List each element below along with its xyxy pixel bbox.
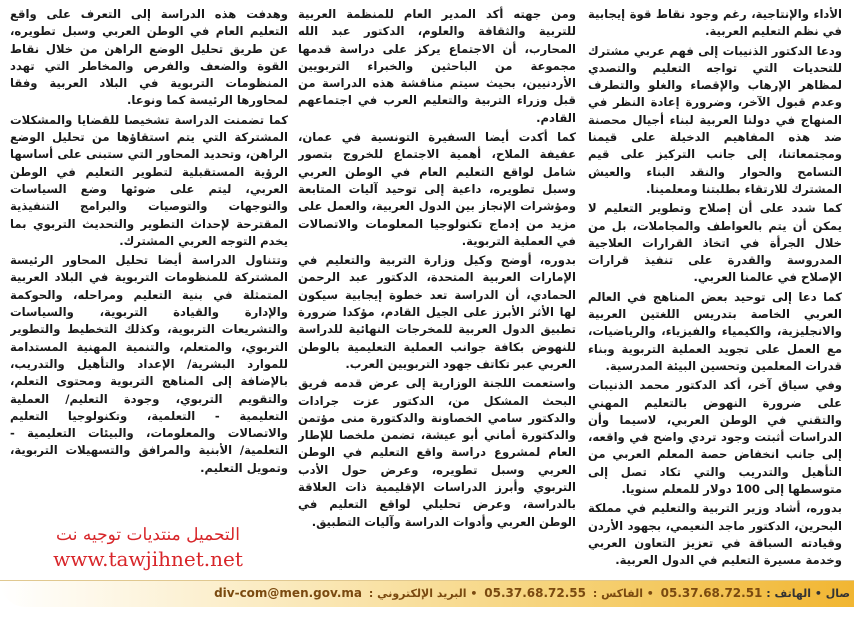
contact-footer xyxy=(0,580,854,619)
paragraph: بدوره، أشاد وزير التربية والتعليم في مملكة البحرين، الدكتور ماجد النعيمي، بجهود الأردن وقيادته السباقة في تعزيز التعاون العربي وخدمة مسيرة التعليم في الدول العربية. xyxy=(588,501,842,568)
paragraph: ومن جهته أكد المدير العام للمنظمة العربية للتربية والثقافة والعلوم، الدكتور عبد الله المحارب، أن الاجتماع يركز على دراسة قدمها مجموعة من الباحثين والخبراء التربويين الأردنيين، بحيث سيتم مناقشة هذه الدراسة من قبل وزراء التربية والتعليم العرب في اجتماعهم القادم. xyxy=(298,7,576,125)
watermark-url[interactable]: www.tawjihnet.net xyxy=(53,547,243,571)
paragraph: واستعمت اللجنة الوزارية إلى عرض قدمه فريق البحث المشكل من، الدكتور عزت جرادات والدكتور سامي الخصاونة والدكتورة منى مؤتمن والدكتورة أماني أبو عيشة، تضمن ملخصا للإطار العام لمشروع دراسة واقع التعليم في الوطن العربي وسبل تطويره، وعرض حول الأدب التربوي وأبرز الدراسات الإقليمية ذات العلاقة بالدراسة، وعرض تحليلي لواقع التعليم في الوطن العربي وأدوات الدراسة وآليات التطبيق. xyxy=(298,376,576,529)
paragraph: وتتناول الدراسة أيضا تحليل المحاور الرئيسة المشتركة للمنظومات التربوية في البلاد العربية المتمثلة في بنية التعليم ومراحله، والحوكمة والإدارة والقيادة التربوية، والسياسات والتشريعات التربوية، وكذلك التخطيط والتطوير التربوي، والمتعلم، والتنمية المهنية المستدامة للموارد البشرية/ الإعداد والتأهيل والتدريب، بالإضافة إلى المناهج التربوية ومحتوى التعلم، والتقويم التربوي، وجودة التعليم/ العملية التعليمية - التعلمية، وتكنولوجيا التعليم والاتصالات والمعلومات، والبيئات التعليمية - التعلمية/ الأبنية والمرافق والتسهيلات التربوية، وتمويل التعليم. xyxy=(10,253,288,475)
email-address[interactable]: div-com@men.gov.ma xyxy=(214,586,363,600)
paragraph: كما شدد على أن إصلاح وتطوير التعليم لا يمكن أن يتم بالعواطف والمجاملات، بل من خلال الجرأة في اتخاذ القرارات العلاجية المدروسة والقدرة على تنفيذ قرارات الإصلاح في عالمنا العربي. xyxy=(588,201,842,285)
fax-label: • الفاكس : xyxy=(592,587,654,600)
paragraph: وفي سياق آخر، أكد الدكتور محمد الذنيبات على ضرورة النهوض بالتعليم المهني والتقني في الوطن العربي، لاسيما وأن الدراسات أثبتت وجود تردي واضح في واقعه، إلى جانب انخفاض حصة المعلم العربي من التأهيل والتدريب والتي تكاد تصل إلى متوسطها إلى 100 دولار للمعلم سنويا. xyxy=(588,378,842,497)
paragraph: كما تضمنت الدراسة تشخيصا للقضايا والمشكلات المشتركة التي يتم استقاؤها من تحليل الوضع الراهن، وتحديد المحاور التي ستبنى على أساسها الرؤية المستقبلية لتطوير التعليم في الوطن العربي، ليتم على ضوئها وضع السياسات والتوجهات والتوصيات والبرامج التنفيذية المقترحة لإحداث التطوير والتحديث التربوي بما يخدم التوجه العربي المشترك. xyxy=(10,112,288,248)
site-watermark xyxy=(18,525,278,571)
footer-base xyxy=(0,607,854,619)
article-column-right xyxy=(588,6,842,576)
fax-number: 05.37.68.72.55 xyxy=(484,586,586,600)
article-column-middle xyxy=(298,6,576,576)
phone-number: 05.37.68.72.51 xyxy=(660,586,763,600)
email-label: • البريد الإلكتروني : xyxy=(368,587,478,600)
paragraph: كما أكدت أيضا السفيرة التونسية في عمان، عفيفة الملاح، أهمية الاجتماع للخروج بتصور شامل لواقع التعليم العام في الوطن العربي وسبل تطويره، داعية إلى توحيد آليات المتابعة ومؤشرات الإنجاز بين الدول العربية، والعمل على مزيد من إدماج تكنولوجيا المعلومات والاتصالات في العملية التربوية. xyxy=(298,130,576,248)
paragraph: بدوره، أوضح وكيل وزارة التربية والتعليم في الإمارات العربية المتحدة، الدكتور عبد الرحمن الحمادي، أن الدراسة تعد خطوة إيجابية سيكون لها الأثر الأبرز على الجيل القادم، مؤكدا ضرورة تطبيق الدول العربية للمخرجات النهائية للدراسة للنهوض بكافة جوانب العملية التعليمية بالوطن العربي عبر تكاتف جهود التربويين العرب. xyxy=(298,253,576,371)
phone-label: صال • الهاتف : xyxy=(766,587,850,600)
paragraph: كما دعا إلى توحيد بعض المناهج في العالم العربي الخاصة بتدريس اللغتين العربية والانجليزية، والكيمياء والفيزياء، والرياضيات، مع العمل على تجويد العملية التربوية وبناء قدرات المعلمين وتحسين البيئة المدرسية. xyxy=(588,289,842,373)
watermark-title: التحميل منتديات توجيه نت xyxy=(56,525,240,545)
footer-contact-line xyxy=(214,586,850,600)
paragraph: ودعا الدكتور الذنيبات إلى فهم عربي مشترك للتحديات التي تواجه التعليم والتصدي لمظاهر الإرهاب والإقصاء والغلو والتطرف وعدم قبول الآخر، وضرورة إعادة النظر في المنهاج في دولنا العربية لبناء أجيال محصنة ضد هذه المفاهيم الدخيلة على قيمنا ومجتمعاتنا، إلى جانب التركيز على قيم التسامح والحوار والنقد البناء والعيش المشترك للارتقاء بطلبتنا ومعلمينا. xyxy=(588,43,842,196)
paragraph: الأداء والإنتاجية، رغم وجود نقاط قوة إيجابية في نظم التعليم العربية. xyxy=(588,7,842,39)
paragraph: وهدفت هذه الدراسة إلى التعرف على واقع التعليم العام في الوطن العربي وسبل تطويره، عن طريق تحليل الوضع الراهن من خلال نقاط القوة والضعف والفرص والمخاطر التي تهدد المنظومات التربوية في البلاد العربية وفقا لمحاورها الرئيسة كما ونوعا. xyxy=(10,7,288,108)
article-column-left xyxy=(10,6,288,576)
